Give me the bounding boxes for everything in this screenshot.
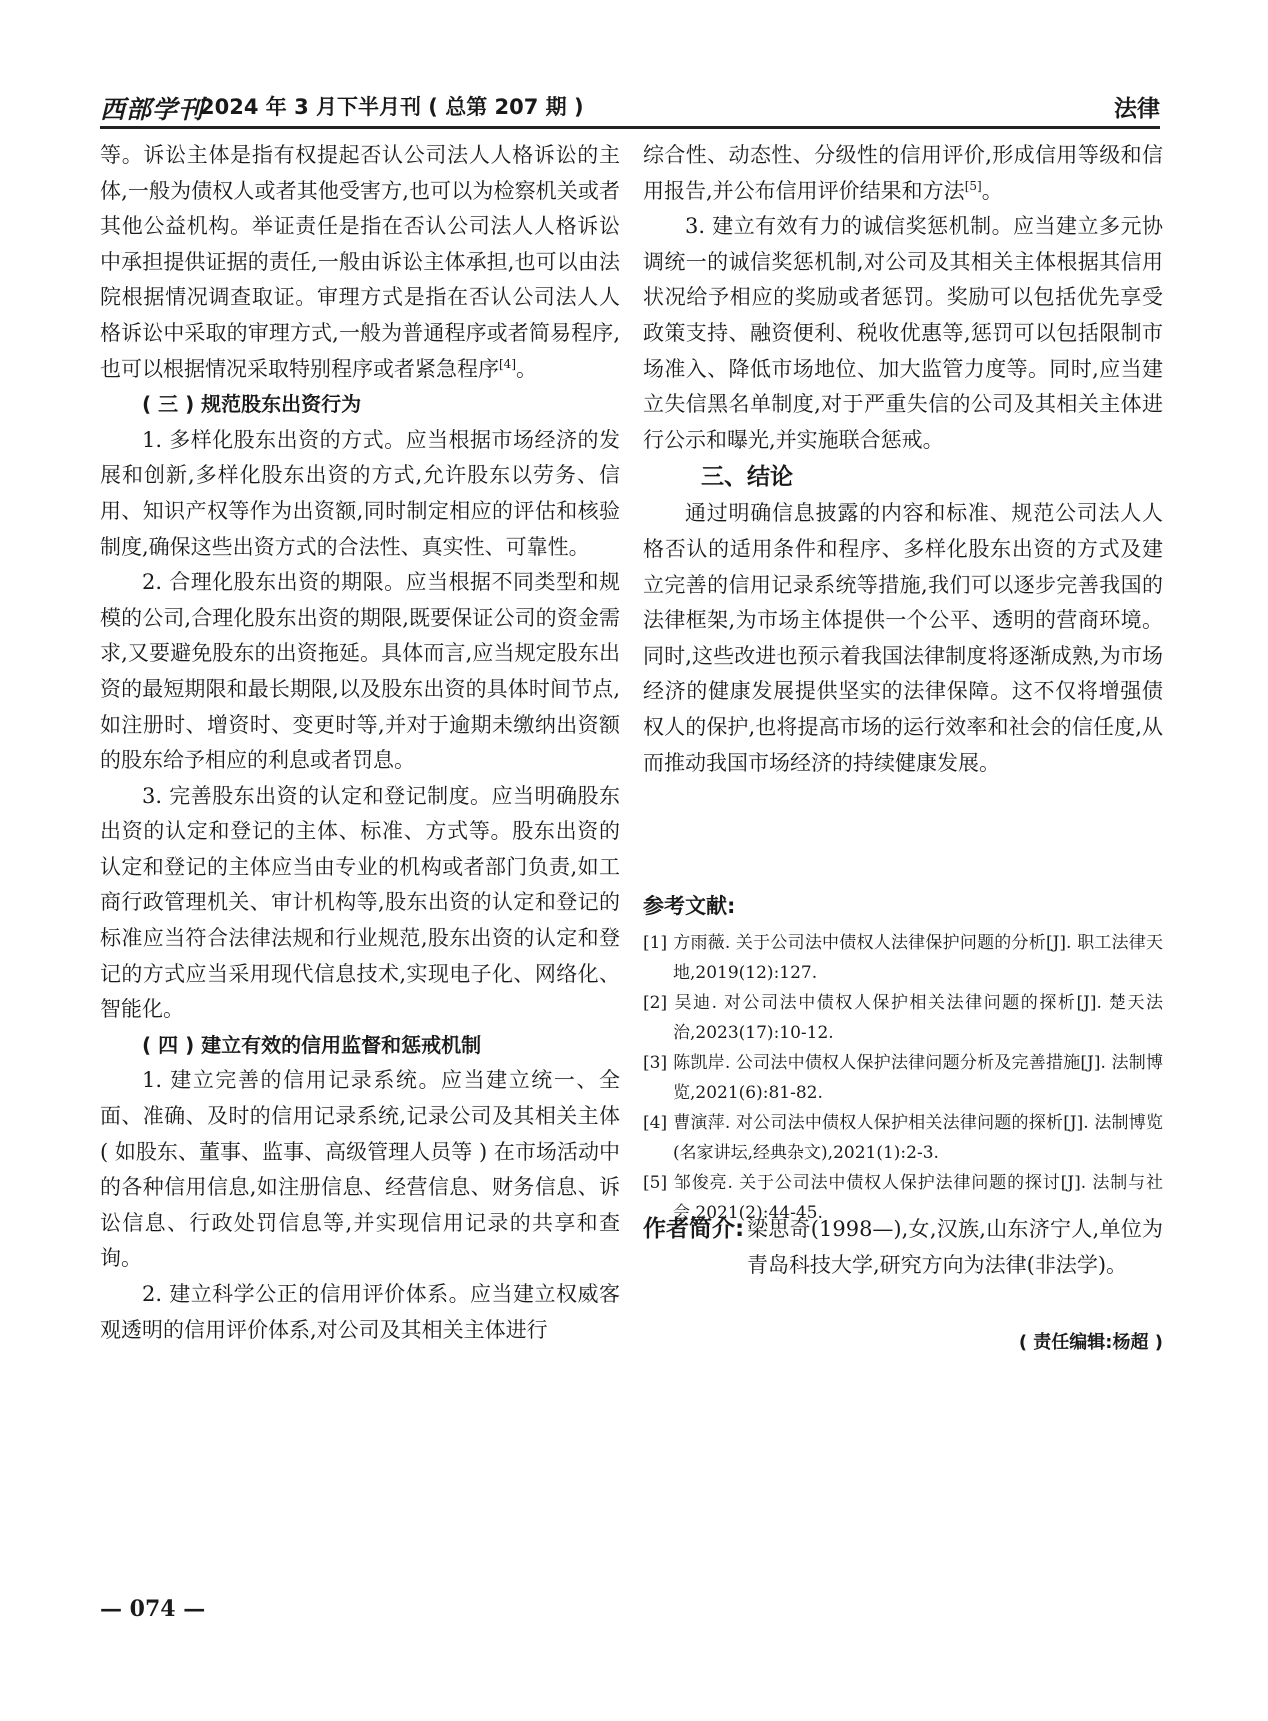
paragraph: 1. 建立完善的信用记录系统。应当建立统一、全面、准确、及时的信用记录系统,记录公司及其相关主体 ( 如股东、董事、监事、高级管理人员等 ) 在市场活动中的各种信用信息,如注册信息、经营信息、财务信息、诉讼信息、行政处罚信息等,并实现信用记录的共享和查询。 bbox=[100, 1068, 620, 1271]
reference-item: [3] 陈凯岸. 公司法中债权人保护法律问题分析及完善措施[J]. 法制博览,2021(6):81-82. bbox=[643, 1053, 1163, 1103]
paragraph: 2. 合理化股东出资的期限。应当根据不同类型和规模的公司,合理化股东出资的期限,既要保证公司的资金需求,又要避免股东的出资拖延。具体而言,应当规定股东出资的最短期限和最长期限,以及股东出资的具体时间节点,如注册时、增资时、变更时等,并对于逾期未缴纳出资额的股东给予相应的利息或者罚息。 bbox=[100, 570, 620, 773]
citation[interactable]: [5] bbox=[964, 178, 982, 193]
references-title: 参考文献: bbox=[643, 894, 736, 918]
paragraph: 2. 建立科学公正的信用评价体系。应当建立权威客观透明的信用评价体系,对公司及其相关主体进行 bbox=[100, 1282, 620, 1342]
reference-item: [1] 方雨薇. 关于公司法中债权人法律保护问题的分析[J]. 职工法律天地,2019(12):127. bbox=[643, 933, 1163, 983]
editor-credit: ( 责任编辑:杨超 ) bbox=[1018, 1332, 1163, 1353]
issue-info: 2024 年 3 月下半月刊 ( 总第 207 期 ) bbox=[200, 95, 584, 119]
author-text: 梁思奇(1998—),女,汉族,山东济宁人,单位为青岛科技大学,研究方向为法律(非法学)。 bbox=[747, 1217, 1163, 1277]
paragraph: 通过明确信息披露的内容和标准、规范公司法人人格否认的适用条件和程序、多样化股东出资的方式及建立完善的信用记录系统等措施,我们可以逐步完善我国的法律框架,为市场主体提供一个公平、透明的营商环境。同时,这些改进也预示着我国法律制度将逐渐成熟,为市场经济的健康发展提供坚实的法律保障。这不仅将增强债权人的保护,也将提高市场的运行效率和社会的信任度,从而推动我国市场经济的持续健康发展。 bbox=[643, 501, 1163, 775]
header-rule bbox=[100, 126, 1160, 129]
reference-item: [5] 邹俊亮. 关于公司法中债权人保护法律问题的探讨[J]. 法制与社会,2021(2):44-45. bbox=[643, 1173, 1163, 1223]
references-list bbox=[643, 928, 1163, 1228]
paragraph: 1. 多样化股东出资的方式。应当根据市场经济的发展和创新,多样化股东出资的方式,允许股东以劳务、信用、知识产权等作为出资额,同时制定相应的评估和核验制度,确保这些出资方式的合法性、真实性、可靠性。 bbox=[100, 427, 620, 559]
paragraph: 综合性、动态性、分级性的信用评价,形成信用等级和信用报告,并公布信用评价结果和方法[5]。 bbox=[643, 143, 1163, 203]
paragraph: 3. 完善股东出资的认定和登记制度。应当明确股东出资的认定和登记的主体、标准、方式等。股东出资的认定和登记的主体应当由专业的机构或者部门负责,如工商行政管理机关、审计机构等,股东出资的认定和登记的标准应当符合法律法规和行业规范,股东出资的认定和登记的方式应当采用现代信息技术,实现电子化、网络化、智能化。 bbox=[100, 783, 620, 1022]
right-column bbox=[643, 138, 1163, 1398]
page-number: — 074 — bbox=[100, 1596, 206, 1622]
reference-item: [4] 曹演萍. 对公司法中债权人保护相关法律问题的探析[J]. 法制博览(名家讲坛,经典杂文),2021(1):2-3. bbox=[643, 1113, 1163, 1163]
subsection-heading: ( 三 ) 规范股东出资行为 bbox=[142, 392, 362, 417]
page-header bbox=[100, 88, 1160, 124]
reference-item: [2] 吴迪. 对公司法中债权人保护相关法律问题的探析[J]. 楚天法治,2023(17):10-12. bbox=[643, 993, 1163, 1043]
author-label: 作者简介: bbox=[643, 1216, 745, 1242]
author-bio bbox=[643, 1211, 1163, 1283]
subsection-heading: ( 四 ) 建立有效的信用监督和惩戒机制 bbox=[142, 1032, 482, 1057]
section-heading-conclusion: 三、结论 bbox=[701, 464, 793, 491]
paragraph: 3. 建立有效有力的诚信奖惩机制。应当建立多元协调统一的诚信奖惩机制,对公司及其相关主体根据其信用状况给予相应的奖励或者惩罚。奖励可以包括优先享受政策支持、融资便利、税收优惠等,惩罚可以包括限制市场准入、降低市场地位、加大监管力度等。同时,应当建立失信黑名单制度,对于严重失信的公司及其相关主体进行公示和曝光,并实施联合惩戒。 bbox=[643, 214, 1163, 452]
left-column bbox=[100, 138, 620, 1348]
paragraph: 等。诉讼主体是指有权提起否认公司法人人格诉讼的主体,一般为债权人或者其他受害方,也可以为检察机关或者其他公益机构。举证责任是指在否认公司法人人格诉讼中承担提供证据的责任,一般由诉讼主体承担,也可以由法院根据情况调查取证。审理方式是指在否认公司法人人格诉讼中采取的审理方式,一般为普通程序或者简易程序,也可以根据情况采取特别程序或者紧急程序[4]。 bbox=[100, 143, 620, 381]
journal-logo: 西部学刊 bbox=[100, 95, 205, 124]
section-tag: 法律 bbox=[1114, 96, 1160, 122]
citation[interactable]: [4] bbox=[499, 356, 516, 371]
